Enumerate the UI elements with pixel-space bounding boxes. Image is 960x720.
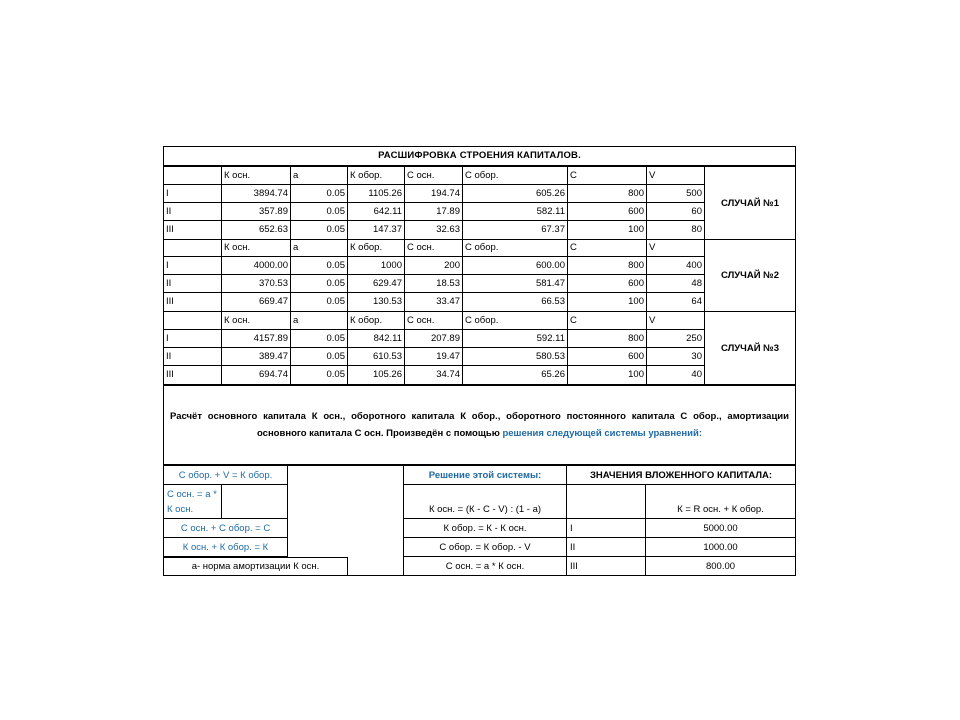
row-label: I: [166, 259, 169, 271]
table-cell: 60: [646, 203, 704, 220]
table-cell: 0.05: [290, 293, 347, 311]
table-cell: 0.05: [290, 330, 347, 347]
table-cell: 800: [567, 257, 646, 274]
table-cell: 642.11: [347, 203, 404, 220]
equation-3: С осн. + С обор. = С: [164, 519, 288, 538]
table-cell: 842.11: [347, 330, 404, 347]
table-cell: 40: [646, 366, 704, 384]
column-header: а: [290, 312, 347, 329]
table-row: [164, 221, 704, 240]
description-link-text: решения следующей системы уравнений:: [502, 428, 703, 439]
table-row: [164, 257, 704, 275]
row-label: II: [166, 277, 172, 289]
table-cell: 65.26: [462, 366, 567, 384]
table-cell: 389.47: [221, 348, 290, 365]
row-label: III: [166, 369, 174, 381]
column-header: а: [290, 167, 347, 184]
invested-formula: К = R осн. + К обор.: [646, 485, 795, 519]
table-cell: 4157.89: [221, 330, 290, 347]
table-cell: 581.47: [462, 275, 567, 292]
column-header: К осн.: [221, 239, 290, 256]
table-cell: 0.05: [290, 257, 347, 274]
table-cell: 629.47: [347, 275, 404, 292]
solution-2: К обор. = К - К осн.: [404, 519, 567, 538]
table-cell: 64: [646, 293, 704, 311]
column-header: С обор.: [462, 312, 567, 329]
row-label: II: [166, 205, 172, 217]
case-label: СЛУЧАЙ №3: [704, 312, 795, 385]
column-header: V: [646, 312, 704, 329]
table-cell: 207.89: [404, 330, 462, 347]
column-header: К обор.: [347, 167, 404, 184]
column-header: а: [290, 239, 347, 256]
table-cell: 600: [567, 348, 646, 365]
table-cell: 610.53: [347, 348, 404, 365]
table-cell: 48: [646, 275, 704, 292]
table-cell: 100: [567, 221, 646, 239]
table-cell: 130.53: [347, 293, 404, 311]
table-cell: 0.05: [290, 275, 347, 292]
table-row: [164, 275, 704, 293]
invested-row-label: III: [567, 557, 646, 575]
column-header: С обор.: [462, 167, 567, 184]
table-row: [164, 203, 704, 221]
table-row: [164, 366, 704, 385]
row-label: I: [166, 187, 169, 199]
table-cell: 0.05: [290, 348, 347, 365]
solution-3: С обор. = К обор. - V: [404, 538, 567, 557]
sheet-title: РАСШИФРОВКА СТРОЕНИЯ КАПИТАЛОВ.: [378, 150, 581, 162]
case-label: СЛУЧАЙ №1: [704, 167, 795, 240]
table-cell: 800: [567, 330, 646, 347]
column-header: С осн.: [404, 312, 462, 329]
row-label: III: [166, 224, 174, 236]
table-cell: 3894.74: [221, 185, 290, 202]
table-cell: 652.63: [221, 221, 290, 239]
column-header: К обор.: [347, 312, 404, 329]
table-cell: 105.26: [347, 366, 404, 384]
table-row: [164, 330, 704, 348]
table-cell: 694.74: [221, 366, 290, 384]
table-row: [164, 293, 704, 312]
invested-row-value: 5000.00: [646, 519, 795, 538]
table-cell: 357.89: [221, 203, 290, 220]
column-header: С: [567, 239, 646, 256]
column-header-row: [164, 239, 704, 257]
table-cell: 0.05: [290, 221, 347, 239]
row-label: II: [166, 350, 172, 362]
table-cell: 669.47: [221, 293, 290, 311]
table-cell: 33.47: [404, 293, 462, 311]
invested-row-label: II: [567, 538, 646, 557]
description-block: [164, 385, 795, 466]
table-cell: 67.37: [462, 221, 567, 239]
table-cell: 80: [646, 221, 704, 239]
column-header-row: [164, 167, 704, 185]
table-cell: 1000: [347, 257, 404, 274]
table-cell: 400: [646, 257, 704, 274]
table-cell: 18.53: [404, 275, 462, 292]
invested-row-value: 800.00: [705, 560, 736, 572]
description-text: Расчёт основного капитала К осн., оборотного капитала К обор., оборотного постоянного капитала С обор., амортизации основного капитала С осн. Произведён с помощью: [170, 411, 789, 439]
table-cell: 600.00: [462, 257, 567, 274]
column-header: С: [567, 167, 646, 184]
equation-1: С обор. + V = К обор.: [164, 466, 288, 485]
row-label: I: [166, 332, 169, 344]
amortization-note: а- норма амортизации К осн.: [164, 557, 348, 575]
table-cell: 592.11: [462, 330, 567, 347]
column-header: С обор.: [462, 239, 567, 256]
capital-structure-sheet: [163, 146, 796, 576]
invested-header: ЗНАЧЕНИЯ ВЛОЖЕННОГО КАПИТАЛА:: [567, 466, 795, 485]
equation-4: К осн. + К обор. = К: [164, 538, 288, 557]
table-cell: 100: [567, 293, 646, 311]
column-header: [164, 167, 221, 184]
table-cell: 605.26: [462, 185, 567, 202]
table-cell: 500: [646, 185, 704, 202]
table-cell: 250: [646, 330, 704, 347]
equation-section: [164, 466, 795, 575]
row-label: III: [166, 296, 174, 308]
table-cell: 0.05: [290, 366, 347, 384]
solution-1: К осн. = (К - С - V) : (1 - а): [404, 485, 567, 519]
invested-empty: [567, 485, 646, 519]
equation-2: С осн. = а * К осн.: [164, 485, 222, 519]
table-cell: 580.53: [462, 348, 567, 365]
invested-row-label: I: [567, 519, 646, 538]
column-header: V: [646, 239, 704, 256]
column-header: С осн.: [404, 167, 462, 184]
table-cell: 600: [567, 203, 646, 220]
table-cell: 1105.26: [347, 185, 404, 202]
spacer-cell: [348, 466, 404, 575]
column-header: V: [646, 167, 704, 184]
table-cell: 4000.00: [221, 257, 290, 274]
column-header: К обор.: [347, 239, 404, 256]
table-cell: 32.63: [404, 221, 462, 239]
column-header: К осн.: [221, 312, 290, 329]
table-cell: 19.47: [404, 348, 462, 365]
invested-row-value: 1000.00: [646, 538, 795, 557]
column-header: К осн.: [221, 167, 290, 184]
table-cell: 147.37: [347, 221, 404, 239]
empty-cell: [222, 485, 288, 519]
table-cell: 200: [404, 257, 462, 274]
column-header: С осн.: [404, 239, 462, 256]
column-header-row: [164, 312, 704, 330]
table-row: [164, 348, 704, 366]
table-cell: 30: [646, 348, 704, 365]
table-cell: 370.53: [221, 275, 290, 292]
table-cell: 582.11: [462, 203, 567, 220]
column-header: [164, 239, 221, 256]
table-cell: 0.05: [290, 185, 347, 202]
table-cell: 66.53: [462, 293, 567, 311]
solution-header: Решение этой системы:: [404, 466, 567, 485]
solution-4: С осн. = а * К осн.: [404, 557, 567, 575]
title-row: [164, 147, 795, 167]
table-cell: 100: [567, 366, 646, 384]
table-cell: 34.74: [404, 366, 462, 384]
table-cell: 800: [567, 185, 646, 202]
column-header: [164, 312, 221, 329]
table-row: [164, 185, 704, 203]
case-label: СЛУЧАЙ №2: [704, 239, 795, 312]
table-cell: 0.05: [290, 203, 347, 220]
table-cell: 194.74: [404, 185, 462, 202]
table-cell: 600: [567, 275, 646, 292]
table-cell: 17.89: [404, 203, 462, 220]
column-header: С: [567, 312, 646, 329]
